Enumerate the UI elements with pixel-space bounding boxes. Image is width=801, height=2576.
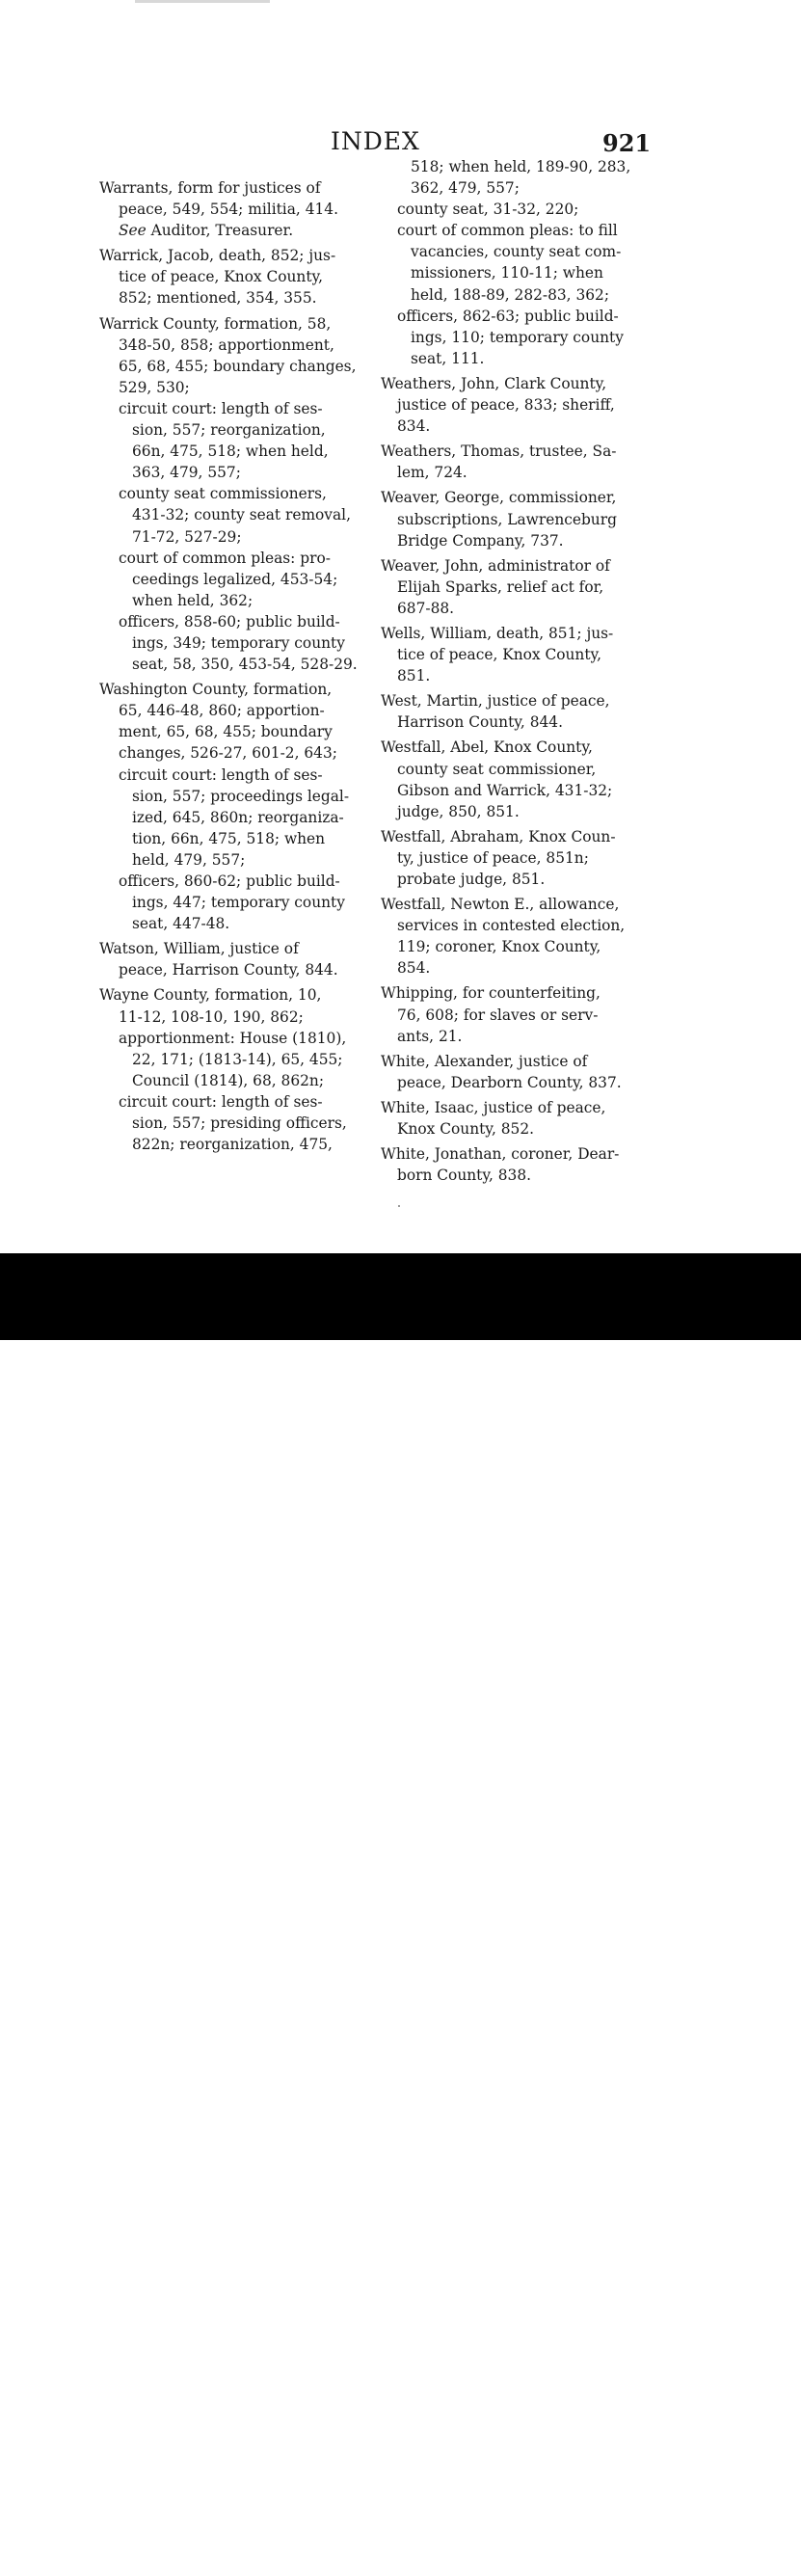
index-entry-heading (381, 1143, 639, 1165)
index-entry-line (99, 569, 365, 590)
index-entry-text: missioners, 110-11; when (411, 264, 603, 282)
index-entry-text: 76, 608; for slaves or serv- (397, 1006, 599, 1024)
index-entry (381, 156, 639, 369)
image-id: 3BFW8T9 (697, 2524, 780, 2544)
index-entry-text: ants, 21. (397, 1027, 463, 1045)
index-entry-line (99, 548, 365, 569)
index-entry (99, 313, 365, 676)
index-entry-text: peace, Dearborn County, 837. (397, 1073, 622, 1091)
index-entry-line (381, 759, 639, 780)
index-entry (381, 555, 639, 619)
index-entry-heading (381, 737, 639, 758)
index-entry-heading (381, 826, 639, 847)
index-entry-text: White, Alexander, justice of (381, 1052, 588, 1070)
index-entry-text: 66n, 475, 518; when held, (132, 443, 329, 461)
index-entry-heading (99, 245, 365, 266)
index-entry-text: West, Martin, justice of peace, (381, 692, 610, 711)
index-entry-text: Wayne County, formation, 10, (99, 986, 322, 1005)
index-entry-text: Weathers, Thomas, trustee, Sa- (381, 443, 617, 461)
index-entry-text: tice of peace, Knox County, (397, 646, 602, 664)
index-entry-line (381, 644, 639, 665)
index-entry-line (381, 1165, 639, 1186)
index-column-left (99, 177, 365, 1159)
index-entry-text: White, Isaac, justice of peace, (381, 1098, 606, 1116)
index-entry-line (381, 327, 639, 348)
index-entry-text: 22, 171; (1813-14), 65, 455; (132, 1050, 343, 1068)
index-entry-text: circuit court: length of ses- (119, 399, 323, 417)
index-entry-text: 348-50, 858; apportionment, (119, 335, 334, 354)
index-entry-heading (99, 679, 365, 700)
index-entry-text: 65, 68, 455; boundary changes, (119, 357, 357, 375)
index-entry-line (381, 869, 639, 890)
index-entry-line (381, 801, 639, 822)
index-entry-line (381, 577, 639, 598)
index-entry-text: 852; mentioned, 354, 355. (119, 289, 317, 308)
index-entry-line (381, 262, 639, 283)
index-entry-heading (381, 555, 639, 577)
index-entry-line (99, 287, 365, 309)
index-entry-line (99, 462, 365, 483)
index-entry-text: ty, justice of peace, 851n; (397, 848, 589, 867)
index-entry-line (99, 871, 365, 892)
index-entry (381, 373, 639, 437)
index-entry-line (381, 665, 639, 686)
index-entry-text: judge, 850, 851. (397, 802, 520, 820)
book-page (0, 0, 801, 1253)
index-entry-text: county seat commissioner, (397, 760, 597, 778)
index-entry-line (99, 526, 365, 548)
index-entry (99, 984, 365, 1155)
index-entry (381, 623, 639, 686)
index-entry-text: lem, 724. (397, 464, 467, 482)
index-entry-text: circuit court: length of ses- (119, 1092, 323, 1111)
index-entry-text: Westfall, Newton E., allowance, (381, 896, 620, 914)
index-entry-text: when held, 362; (132, 591, 254, 609)
index-entry-line (99, 199, 365, 220)
index-entry-heading (381, 487, 639, 508)
index-entry-line (99, 765, 365, 786)
index-entry-heading (381, 1051, 639, 1072)
index-entry-text: county seat commissioners, (119, 485, 327, 503)
index-entry-line (99, 1091, 365, 1113)
index-entry-heading (381, 982, 639, 1004)
index-entry-text: 834. (397, 417, 431, 436)
index-entry (381, 1097, 639, 1140)
index-entry-line (381, 598, 639, 619)
index-entry-line (99, 441, 365, 462)
index-entry-text: tion, 66n, 475, 518; when (132, 829, 326, 847)
index-entry (381, 982, 639, 1046)
index-entry-text: Watson, William, justice of (99, 940, 299, 958)
index-entry-line (381, 711, 639, 733)
index-entry (381, 441, 639, 483)
index-entry-text: Bridge Company, 737. (397, 531, 564, 550)
index-entry-line (99, 632, 365, 654)
index-entry-text: court of common pleas: pro- (119, 549, 331, 567)
index-entry-text: Weaver, John, administrator of (381, 556, 610, 575)
index-entry (99, 177, 365, 241)
index-entry-line (99, 1028, 365, 1049)
speck (398, 1205, 400, 1207)
index-entry-line (99, 266, 365, 287)
page-title: INDEX (331, 127, 420, 155)
index-entry-line (99, 1006, 365, 1028)
index-entry (381, 1051, 639, 1093)
index-entry-text: ment, 65, 68, 455; boundary (119, 723, 333, 741)
cross-reference-label: See (119, 222, 147, 240)
index-entry-text: county seat, 31-32, 220; (397, 201, 579, 219)
index-entry-line (381, 957, 639, 979)
index-entry-heading (381, 156, 639, 177)
index-entry-line (381, 915, 639, 936)
index-entry-text: 119; coroner, Knox County, (397, 938, 601, 956)
index-entry-text: 71-72, 527-29; (132, 527, 242, 546)
index-entry-text: Knox County, 852. (397, 1120, 535, 1139)
index-entry-text: services in contested election, (397, 917, 626, 935)
index-entry-line (99, 419, 365, 441)
index-entry (99, 679, 365, 934)
index-entry-text: sion, 557; proceedings legal- (132, 787, 350, 805)
index-entry-text: Whipping, for counterfeiting, (381, 984, 601, 1003)
index-entry-text: sion, 557; presiding officers, (132, 1114, 347, 1133)
index-entry-line (381, 220, 639, 241)
index-entry-line (99, 742, 365, 764)
index-entry-text: seat, 111. (411, 349, 485, 367)
index-entry-line (381, 1072, 639, 1093)
index-entry-line (99, 828, 365, 849)
site-url: www.alamy.com (655, 2558, 780, 2576)
index-entry (381, 826, 639, 890)
index-entry (381, 487, 639, 550)
index-entry (99, 245, 365, 309)
index-entry-text: probate judge, 851. (397, 871, 546, 888)
index-entry-text: Council (1814), 68, 862n; (132, 1071, 325, 1089)
index-entry-line (99, 786, 365, 807)
index-entry-text: officers, 862-63; public build- (397, 307, 619, 325)
index-entry-line (381, 306, 639, 327)
index-entry-line (381, 1026, 639, 1047)
index-entry-text: tice of peace, Knox County, (119, 268, 324, 286)
index-entry-text: held, 188-89, 282-83, 362; (411, 285, 610, 304)
index-entry-heading (99, 984, 365, 1006)
index-entry-line (99, 807, 365, 828)
index-entry-line (381, 284, 639, 306)
index-entry-line (381, 936, 639, 957)
index-entry-text: Weaver, George, commissioner, (381, 489, 617, 507)
index-entry-text: Wells, William, death, 851; jus- (381, 624, 614, 642)
index-entry-heading (381, 373, 639, 394)
index-entry-text: Elijah Sparks, relief act for, (397, 577, 604, 596)
index-entry-line (99, 377, 365, 398)
alamy-logo: alamy (21, 2522, 167, 2574)
index-entry-line (381, 416, 639, 437)
index-entry-line (99, 892, 365, 913)
index-entry-heading (381, 1097, 639, 1118)
index-entry-text: officers, 858-60; public build- (119, 612, 340, 631)
index-entry-text: ized, 645, 860n; reorganiza- (132, 808, 344, 826)
index-entry-text: ings, 349; temporary county (132, 633, 345, 652)
index-entry-text: officers, 860-62; public build- (119, 872, 340, 890)
index-entry-line (99, 721, 365, 742)
index-entry-text: Weathers, John, Clark County, (381, 374, 607, 392)
index-entry-heading (99, 313, 365, 335)
index-entry-line (99, 1134, 365, 1155)
index-entry-text: seat, 447-48. (132, 915, 230, 933)
index-entry-text: 822n; reorganization, 475, (132, 1136, 333, 1154)
index-entry-text: born County, 838. (397, 1167, 532, 1185)
index-entry-text: Westfall, Abraham, Knox Coun- (381, 827, 616, 845)
index-entry-line (99, 335, 365, 356)
index-entry-text: Westfall, Abel, Knox County, (381, 738, 593, 757)
index-entry-heading (381, 894, 639, 915)
index-entry-text: Harrison County, 844. (397, 713, 563, 732)
index-entry-line (381, 780, 639, 801)
index-entry-line (99, 483, 365, 504)
index-entry-line (99, 1049, 365, 1070)
watermark-footer (0, 1253, 801, 2576)
index-entry-line (99, 700, 365, 721)
index-entry-line (99, 913, 365, 934)
index-entry (381, 1143, 639, 1186)
page-number: 921 (602, 129, 652, 157)
index-entry (381, 737, 639, 821)
index-entry-text: 65, 446-48, 860; apportion- (119, 702, 325, 720)
index-entry-text: White, Jonathan, coroner, Dear- (381, 1145, 620, 1164)
index-entry-text: 529, 530; (119, 378, 190, 396)
index-entry-line (99, 504, 365, 525)
index-entry-line (99, 1070, 365, 1091)
index-entry-text: 431-32; county seat removal, (132, 506, 351, 524)
index-entry-text: 362, 479, 557; (411, 179, 520, 198)
scan-edge-mark (135, 0, 270, 3)
index-entry-text: Warrants, form for justices of (99, 179, 321, 197)
index-entry-text: ings, 110; temporary county (411, 328, 624, 346)
index-entry-text: seat, 58, 350, 453-54, 528-29. (132, 656, 358, 674)
index-entry-heading (381, 441, 639, 462)
index-entry-text: Gibson and Warrick, 431-32; (397, 781, 613, 799)
index-entry-text: apportionment: House (1810), (119, 1029, 347, 1047)
index-entry (381, 894, 639, 979)
index-entry-text: Warrick, Jacob, death, 852; jus- (99, 247, 336, 265)
index-entry-heading (381, 623, 639, 644)
index-entry-text: Warrick County, formation, 58, (99, 314, 332, 333)
index-entry-line (99, 611, 365, 632)
index-entry-line (381, 394, 639, 416)
index-entry-text: sion, 557; reorganization, (132, 421, 326, 440)
index-entry-text: peace, Harrison County, 844. (119, 961, 338, 979)
index-entry-line (381, 462, 639, 483)
index-entry-line (381, 530, 639, 551)
index-entry-line (99, 654, 365, 675)
index-entry-heading (99, 938, 365, 959)
index-entry-line (99, 959, 365, 980)
index-entry-line (99, 849, 365, 871)
index-entry-line (381, 509, 639, 530)
index-entry-text: held, 479, 557; (132, 850, 246, 869)
index-entry-text: 854. (397, 959, 431, 978)
index-entry-line (381, 348, 639, 369)
index-entry (99, 938, 365, 980)
index-entry-text: ings, 447; temporary county (132, 894, 345, 912)
index-entry-line (381, 241, 639, 262)
index-entry-text: circuit court: length of ses- (119, 765, 323, 784)
index-entry-text: changes, 526-27, 601-2, 643; (119, 744, 337, 763)
index-entry-text: ceedings legalized, 453-54; (132, 570, 338, 588)
index-entry-line (99, 590, 365, 611)
index-entry-text: 851. (397, 667, 431, 685)
index-entry-text: 11-12, 108-10, 190, 862; (119, 1007, 304, 1026)
index-entry-text: 518; when held, 189-90, 283, (411, 158, 631, 175)
index-entry-line (381, 847, 639, 869)
index-entry-line (381, 199, 639, 220)
index-entry-line (381, 1118, 639, 1140)
index-entry-line (381, 1005, 639, 1026)
index-entry-line (99, 220, 365, 241)
index-entry-text: 687-88. (397, 599, 455, 617)
index-entry-line (99, 1113, 365, 1134)
index-entry (381, 690, 639, 733)
index-entry-line (381, 177, 639, 199)
index-column-right (381, 156, 639, 1190)
index-entry-heading (381, 690, 639, 711)
index-entry-text: Auditor, Treasurer. (146, 222, 294, 240)
index-entry-text: justice of peace, 833; sheriff, (397, 396, 615, 415)
index-entry-line (99, 356, 365, 377)
index-entry-line (99, 398, 365, 419)
index-entry-heading (99, 177, 365, 199)
index-entry-text: Washington County, formation, (99, 681, 333, 699)
index-entry-text: vacancies, county seat com- (411, 243, 622, 261)
index-entry-text: subscriptions, Lawrenceburg (397, 510, 617, 528)
index-entry-text: court of common pleas: to fill (397, 222, 618, 240)
index-entry-text: 363, 479, 557; (132, 464, 241, 482)
index-entry-text: peace, 549, 554; militia, 414. (119, 201, 338, 219)
